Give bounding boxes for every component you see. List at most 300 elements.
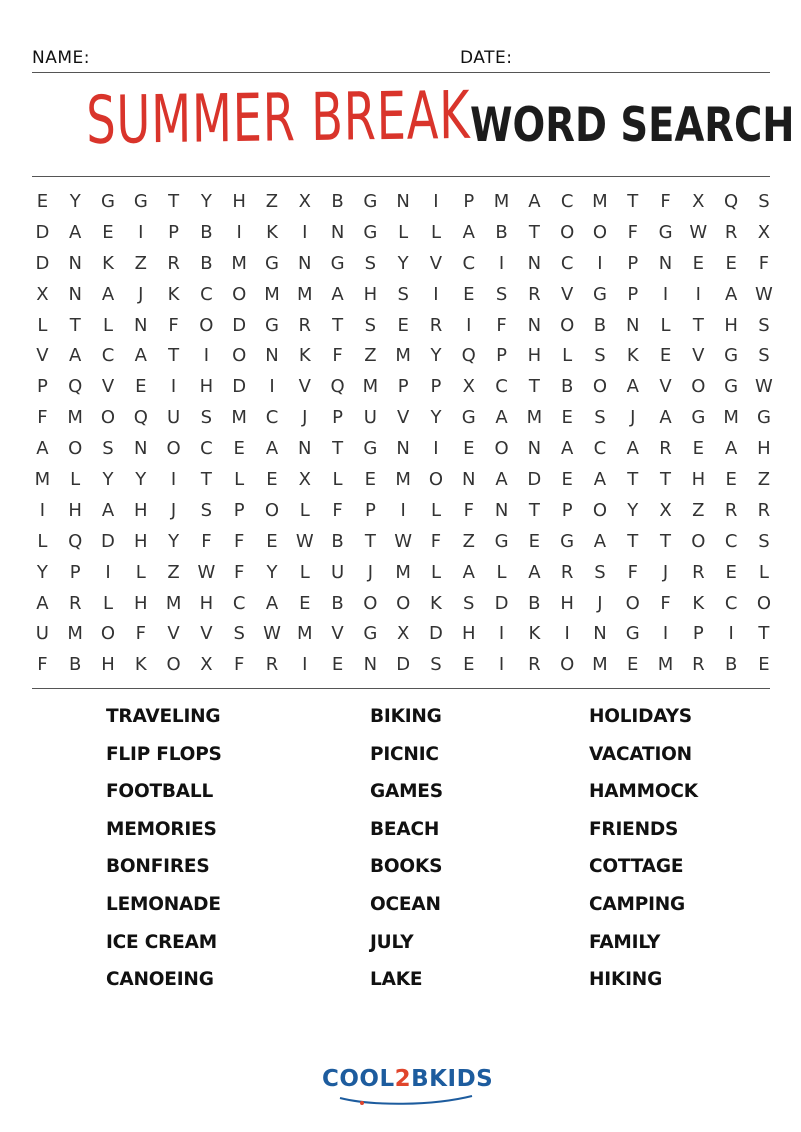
grid-letter: O <box>494 438 509 460</box>
grid-letter: M <box>297 623 313 645</box>
grid-letter: I <box>203 345 210 367</box>
grid-letter: A <box>626 376 639 398</box>
grid-letter: O <box>232 283 247 305</box>
grid-letter: I <box>498 252 505 274</box>
grid-letter: O <box>691 530 706 552</box>
grid-letter: I <box>400 499 406 521</box>
grid-letter: L <box>299 561 310 583</box>
grid-letter: E <box>463 438 475 460</box>
grid-letter: T <box>627 191 639 212</box>
grid-letter: M <box>657 654 674 676</box>
word-list-item: ICE CREAM <box>106 931 217 953</box>
grid-letter: W <box>295 530 314 552</box>
grid-letter: V <box>167 623 180 645</box>
grid-letter: S <box>397 283 409 305</box>
grid-letter: K <box>266 221 278 243</box>
grid-letter: G <box>592 283 607 305</box>
grid-letter: O <box>428 469 444 491</box>
letter-grid <box>26 189 780 683</box>
grid-letter: F <box>463 499 474 521</box>
grid-row <box>26 560 780 591</box>
grid-letter: Q <box>133 407 148 429</box>
grid-letter: O <box>396 592 411 614</box>
grid-letter: B <box>200 252 213 274</box>
grid-letter: V <box>36 345 49 367</box>
grid-letter: E <box>364 469 377 491</box>
grid-letter: J <box>630 407 636 429</box>
grid-letter: O <box>232 345 247 367</box>
grid-letter: A <box>724 283 738 305</box>
grid-letter: N <box>527 252 542 274</box>
grid-letter: N <box>527 314 542 336</box>
grid-letter: R <box>560 561 574 583</box>
grid-letter: G <box>691 407 706 429</box>
word-list-item: COTTAGE <box>589 856 684 878</box>
grid-letter: B <box>724 654 738 676</box>
grid-letter: T <box>692 314 704 336</box>
grid-letter: I <box>170 469 177 491</box>
grid-letter: N <box>396 191 410 212</box>
grid-letter: I <box>662 283 669 305</box>
grid-letter: S <box>594 561 606 583</box>
word-list-item: CAMPING <box>589 893 686 915</box>
grid-letter: W <box>755 376 773 398</box>
grid-row <box>26 189 780 220</box>
grid-letter: V <box>560 283 574 305</box>
grid-letter: H <box>560 592 574 614</box>
title-main: SUMMER BREAK <box>86 76 471 159</box>
grid-letter: F <box>201 530 212 552</box>
grid-letter: Z <box>462 530 475 552</box>
grid-letter: B <box>331 530 344 552</box>
grid-letter: V <box>101 376 115 398</box>
grid-letter: D <box>232 376 247 398</box>
grid-letter: R <box>429 314 443 336</box>
grid-letter: D <box>396 654 411 676</box>
grid-letter: Y <box>69 191 81 212</box>
logo-part-cool: COOL <box>322 1066 395 1092</box>
grid-letter: O <box>592 499 608 521</box>
grid-letter: E <box>135 376 147 398</box>
grid-letter: S <box>364 314 377 336</box>
grid-letter: M <box>231 252 247 274</box>
grid-letter: N <box>462 469 476 491</box>
word-list-item: HAMMOCK <box>589 781 698 803</box>
grid-letter: J <box>138 283 144 305</box>
grid-letter: L <box>234 469 245 491</box>
grid-letter: V <box>397 407 410 429</box>
grid-letter: L <box>430 561 441 583</box>
grid-letter: G <box>330 252 345 274</box>
grid-letter: L <box>70 469 81 491</box>
grid-letter: E <box>561 407 573 429</box>
grid-letter: L <box>102 314 113 336</box>
grid-letter: T <box>528 221 540 243</box>
grid-letter: O <box>166 654 181 676</box>
grid-letter: F <box>660 191 671 212</box>
word-list-item: FOOTBALL <box>106 781 214 803</box>
grid-letter: Z <box>757 469 771 491</box>
grid-letter: O <box>166 438 181 460</box>
grid-letter: Y <box>627 499 639 521</box>
grid-row <box>26 313 780 344</box>
grid-letter: V <box>298 376 311 398</box>
grid-letter: Y <box>102 469 114 491</box>
grid-letter: T <box>168 345 180 367</box>
grid-letter: P <box>364 499 376 521</box>
grid-letter: S <box>758 314 770 336</box>
grid-letter: C <box>560 191 574 212</box>
grid-letter: M <box>67 623 83 645</box>
grid-letter: T <box>168 191 180 212</box>
grid-letter: D <box>232 314 247 336</box>
grid-letter: H <box>757 438 771 460</box>
grid-letter: S <box>758 345 770 367</box>
grid-letter: E <box>758 654 770 676</box>
grid-letter: B <box>528 592 541 614</box>
grid-letter: K <box>528 623 541 645</box>
grid-letter: M <box>395 561 411 583</box>
grid-letter: I <box>433 283 439 305</box>
grid-letter: A <box>495 469 508 491</box>
grid-letter: Z <box>692 499 705 521</box>
grid-letter: F <box>234 561 245 583</box>
grid-letter: X <box>659 499 672 521</box>
grid-letter: P <box>627 283 639 305</box>
grid-letter: T <box>528 499 540 521</box>
grid-letter: L <box>562 345 573 367</box>
grid-letter: T <box>660 530 672 552</box>
grid-letter: X <box>200 654 213 676</box>
grid-letter: N <box>658 252 673 274</box>
grid-letter: A <box>528 191 541 212</box>
grid-letter: S <box>594 407 606 429</box>
grid-letter: V <box>429 252 443 274</box>
grid-letter: O <box>560 654 575 676</box>
grid-letter: A <box>69 345 82 367</box>
grid-letter: W <box>689 221 708 243</box>
grid-letter: A <box>331 283 344 305</box>
grid-letter: J <box>170 499 177 521</box>
grid-letter: N <box>330 221 345 243</box>
grid-letter: P <box>233 499 245 521</box>
grid-letter: F <box>332 499 343 521</box>
grid-letter: S <box>463 592 475 614</box>
grid-letter: M <box>297 283 313 305</box>
grid-letter: A <box>724 438 738 460</box>
grid-letter: N <box>68 252 82 274</box>
grid-letter: H <box>134 592 148 614</box>
grid-letter: T <box>627 530 639 552</box>
grid-letter: F <box>496 314 507 336</box>
grid-letter: B <box>331 191 344 212</box>
grid-letter: X <box>757 221 771 243</box>
grid-letter: V <box>331 623 344 645</box>
grid-letter: N <box>593 623 607 645</box>
grid-letter: O <box>100 623 116 645</box>
grid-letter: O <box>592 376 608 398</box>
grid-letter: T <box>758 623 770 645</box>
grid-letter: H <box>527 345 542 367</box>
grid-letter: H <box>199 592 214 614</box>
grid-letter: B <box>593 314 607 336</box>
grid-letter: I <box>170 376 177 398</box>
grid-letter: L <box>660 314 671 336</box>
word-list-item: HIKING <box>589 969 663 991</box>
grid-letter: N <box>298 252 312 274</box>
grid-letter: E <box>331 654 344 676</box>
grid-top-divider <box>32 176 770 177</box>
grid-letter: P <box>561 499 573 521</box>
grid-letter: R <box>528 283 541 305</box>
grid-letter: D <box>35 252 50 274</box>
grid-letter: C <box>724 530 738 552</box>
grid-letter: R <box>692 561 705 583</box>
grid-letter: Z <box>364 345 377 367</box>
grid-letter: Y <box>430 345 442 367</box>
grid-letter: P <box>332 407 343 429</box>
grid-row <box>26 282 780 313</box>
grid-letter: H <box>68 499 82 521</box>
grid-letter: D <box>429 623 443 645</box>
grid-letter: M <box>592 654 608 676</box>
cool2bkids-logo <box>322 1066 494 1106</box>
grid-letter: P <box>69 561 81 583</box>
grid-letter: M <box>493 191 510 212</box>
grid-letter: E <box>463 283 475 305</box>
title-sub: WORD SEARCH <box>470 98 795 153</box>
grid-letter: R <box>659 438 672 460</box>
word-list-item: LEMONADE <box>106 893 221 915</box>
grid-letter: R <box>692 654 705 676</box>
grid-letter: F <box>168 314 179 336</box>
grid-letter: O <box>68 438 83 460</box>
grid-letter: Y <box>266 561 278 583</box>
grid-letter: N <box>298 438 312 460</box>
grid-letter: Z <box>265 191 279 212</box>
grid-letter: X <box>692 191 705 212</box>
grid-letter: I <box>39 499 46 521</box>
grid-letter: I <box>662 623 669 645</box>
grid-letter: W <box>394 530 413 552</box>
grid-letter: Y <box>36 561 48 583</box>
grid-row <box>26 251 780 282</box>
grid-letter: H <box>134 530 148 552</box>
grid-letter: Y <box>397 252 409 274</box>
grid-letter: G <box>494 530 509 552</box>
grid-letter: E <box>233 438 245 460</box>
grid-letter: M <box>34 469 51 491</box>
grid-letter: R <box>724 499 738 521</box>
grid-letter: G <box>658 221 673 243</box>
grid-letter: I <box>695 283 701 305</box>
word-list-item: FLIP FLOPS <box>106 743 222 765</box>
name-label: NAME: <box>32 48 90 68</box>
grid-letter: C <box>232 592 246 614</box>
grid-letter: F <box>430 530 442 552</box>
grid-letter: X <box>462 376 475 398</box>
grid-letter: F <box>627 221 638 243</box>
grid-letter: M <box>231 407 247 429</box>
word-list-item: GAMES <box>370 781 443 803</box>
grid-letter: P <box>36 376 48 398</box>
grid-letter: P <box>397 376 409 398</box>
grid-letter: A <box>101 283 115 305</box>
grid-letter: X <box>396 623 410 645</box>
grid-letter: P <box>168 221 180 243</box>
grid-letter: Q <box>68 530 83 552</box>
logo-part-bkids: BKIDS <box>411 1066 494 1092</box>
grid-row <box>26 498 780 529</box>
logo-underline-swoosh-icon <box>322 1066 484 1106</box>
grid-letter: A <box>495 407 508 429</box>
grid-letter: L <box>37 530 48 552</box>
word-list-item: BIKING <box>370 706 442 727</box>
grid-letter: A <box>265 438 279 460</box>
grid-letter: K <box>102 252 114 274</box>
grid-letter: J <box>662 561 669 583</box>
grid-letter: G <box>724 376 739 398</box>
grid-letter: A <box>593 530 607 552</box>
grid-row <box>26 591 780 622</box>
word-list-column-2 <box>370 706 443 1007</box>
grid-letter: K <box>692 592 705 614</box>
grid-letter: F <box>234 530 245 552</box>
grid-letter: U <box>330 561 345 583</box>
grid-letter: I <box>433 191 439 212</box>
grid-letter: A <box>462 221 475 243</box>
grid-letter: J <box>367 561 374 583</box>
grid-letter: G <box>560 530 575 552</box>
grid-letter: Q <box>461 345 476 367</box>
grid-letter: B <box>69 654 82 676</box>
grid-letter: F <box>758 252 770 274</box>
word-list-item: TRAVELING <box>106 706 221 727</box>
grid-letter: J <box>302 407 308 429</box>
grid-letter: W <box>263 623 281 645</box>
word-list-item: JULY <box>370 931 414 953</box>
grid-letter: L <box>135 561 146 583</box>
grid-letter: O <box>560 221 575 243</box>
grid-letter: E <box>266 530 278 552</box>
grid-letter: M <box>592 191 608 212</box>
grid-letter: L <box>299 499 310 521</box>
grid-letter: N <box>626 314 640 336</box>
grid-letter: F <box>332 345 343 367</box>
grid-letter: R <box>724 221 738 243</box>
grid-letter: M <box>395 469 411 491</box>
grid-letter: O <box>691 376 706 398</box>
grid-letter: H <box>363 283 378 305</box>
grid-letter: G <box>101 191 115 212</box>
grid-letter: L <box>758 561 769 583</box>
grid-letter: O <box>199 314 214 336</box>
grid-letter: T <box>627 469 639 491</box>
grid-letter: C <box>200 283 213 305</box>
grid-letter: S <box>758 191 770 212</box>
grid-letter: G <box>756 407 771 429</box>
grid-letter: M <box>362 376 379 398</box>
grid-row <box>26 621 780 652</box>
grid-letter: H <box>724 314 738 336</box>
grid-letter: Q <box>724 191 739 212</box>
grid-letter: X <box>36 283 49 305</box>
grid-letter: A <box>593 469 607 491</box>
grid-letter: L <box>37 314 48 336</box>
grid-letter: S <box>233 623 245 645</box>
grid-letter: U <box>35 623 49 645</box>
grid-letter: A <box>626 438 639 460</box>
grid-letter: E <box>725 252 737 274</box>
grid-letter: T <box>660 469 672 491</box>
grid-letter: G <box>724 345 739 367</box>
grid-letter: C <box>200 438 213 460</box>
grid-letter: A <box>134 345 147 367</box>
grid-letter: N <box>494 499 509 521</box>
grid-letter: G <box>461 407 476 429</box>
grid-row <box>26 652 780 683</box>
word-list-item: BOOKS <box>370 856 443 878</box>
grid-letter: H <box>101 654 115 676</box>
worksheet-header <box>32 48 770 70</box>
grid-letter: L <box>398 221 409 243</box>
grid-letter: G <box>363 191 378 212</box>
grid-letter: F <box>234 654 245 676</box>
grid-letter: E <box>561 469 573 491</box>
grid-letter: N <box>363 654 378 676</box>
grid-letter: B <box>495 221 508 243</box>
grid-letter: M <box>723 407 739 429</box>
grid-letter: F <box>135 623 146 645</box>
grid-letter: Q <box>68 376 83 398</box>
grid-letter: L <box>496 561 507 583</box>
grid-letter: P <box>430 376 442 398</box>
grid-letter: I <box>498 654 505 676</box>
grid-letter: N <box>134 314 148 336</box>
word-list-item: BONFIRES <box>106 856 210 878</box>
grid-letter: N <box>265 345 279 367</box>
grid-letter: I <box>302 654 308 676</box>
grid-letter: H <box>199 376 214 398</box>
grid-letter: C <box>101 345 115 367</box>
grid-letter: I <box>105 561 111 583</box>
grid-letter: P <box>627 252 639 274</box>
grid-letter: H <box>134 499 148 521</box>
grid-letter: R <box>265 654 279 676</box>
grid-letter: Y <box>168 530 180 552</box>
grid-letter: A <box>659 407 672 429</box>
grid-letter: W <box>755 283 773 305</box>
grid-letter: I <box>466 314 472 336</box>
grid-letter: N <box>68 283 82 305</box>
grid-letter: E <box>692 252 705 274</box>
grid-letter: S <box>200 499 213 521</box>
grid-letter: I <box>269 376 275 398</box>
grid-letter: E <box>36 191 49 212</box>
grid-letter: O <box>264 499 280 521</box>
grid-letter: K <box>626 345 639 367</box>
grid-letter: X <box>298 191 311 212</box>
grid-letter: T <box>200 469 212 491</box>
grid-letter: A <box>462 561 475 583</box>
grid-letter: O <box>592 221 608 243</box>
grid-letter: I <box>138 221 144 243</box>
grid-letter: L <box>102 592 113 614</box>
grid-letter: R <box>298 314 312 336</box>
grid-letter: L <box>430 221 441 243</box>
grid-letter: D <box>35 221 50 243</box>
grid-letter: T <box>364 530 376 552</box>
